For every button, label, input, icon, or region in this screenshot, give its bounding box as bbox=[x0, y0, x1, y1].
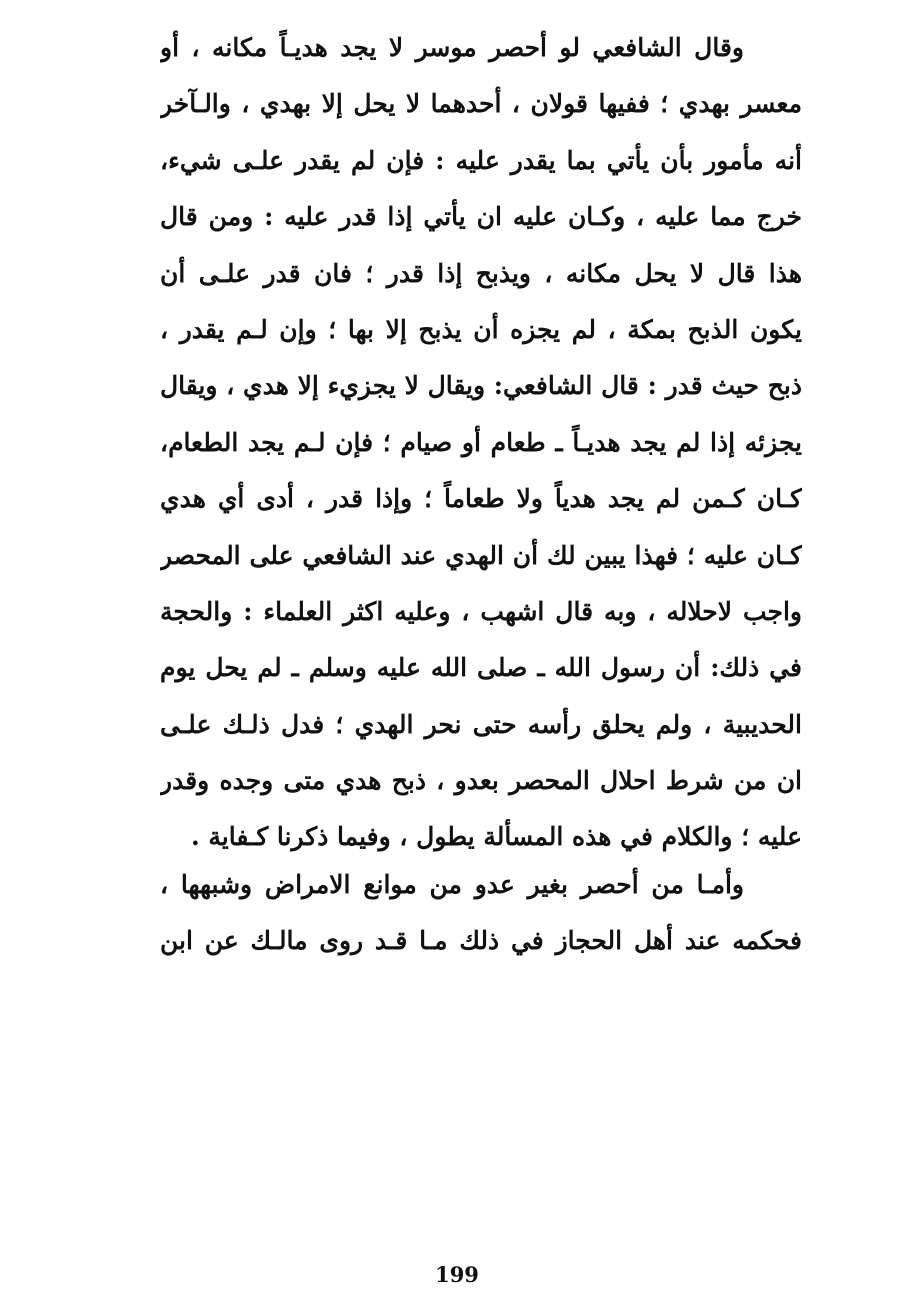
text-line: فحكمه عند أهل الحجاز في ذلك مـا قـد روى مالـك عن ابن bbox=[160, 926, 802, 956]
paragraph-2 bbox=[160, 857, 802, 970]
text-line: وأمـا من أحصر بغير عدو من موانع الامراض وشبهها ، bbox=[160, 870, 744, 899]
text-line: عليه ؛ والكلام في هذه المسألة يطول ، وفيما ذكرنا كـفاية . bbox=[190, 822, 802, 852]
text-line: ذبح حيث قدر : قال الشافعي: ويقال لا يجزيء إلا هدي ، ويقال bbox=[160, 371, 802, 401]
text-line: معسر بهدي ؛ ففيها قولان ، أحدهما لا يحل إلا بهدي ، والـآخر bbox=[160, 89, 802, 119]
text-line: كـان عليه ؛ فهذا يبين لك أن الهدي عند الشافعي على المحصر bbox=[160, 540, 802, 570]
text-line: أنه مأمور بأن يأتي بما يقدر عليه : فإن لم يقدر علـى شيء، bbox=[160, 145, 802, 175]
text-line: يجزئه إذا لم يجد هديـاً ـ طعام أو صيام ؛ فإن لـم يجد الطعام، bbox=[160, 427, 802, 457]
text-line: هذا قال لا يحل مكانه ، ويذبح إذا قدر ؛ فان قدر علـى أن bbox=[160, 258, 802, 288]
text-line: واجب لاحلاله ، وبه قال اشهب ، وعليه اكثر العلماء : والحجة bbox=[160, 596, 802, 626]
text-line: وقال الشافعي لو أحصر موسر لا يجد هديـاً مكانه ، أو bbox=[160, 33, 744, 62]
text-line: خرج مما عليه ، وكـان عليه ان يأتي إذا قدر عليه : ومن قال bbox=[160, 202, 802, 232]
text-line: كـان كـمن لم يجد هدياً ولا طعاماً ؛ وإذا قدر ، أدى أي هدي bbox=[160, 484, 802, 514]
page-number: 199 bbox=[435, 1262, 479, 1287]
text-line: الحديبية ، ولم يحلق رأسه حتى نحر الهدي ؛ فدل ذلـك علـى bbox=[160, 709, 802, 739]
text-line: في ذلك: أن رسول الله ـ صلى الله عليه وسلم ـ لم يحل يوم bbox=[160, 653, 802, 683]
paragraph-1 bbox=[160, 20, 802, 866]
text-line: يكون الذبح بمكة ، لم يجزه أن يذبح إلا بها ؛ وإن لـم يقدر ، bbox=[160, 314, 802, 344]
text-line: ان من شرط احلال المحصر بعدو ، ذبح هدي متى وجده وقدر bbox=[160, 766, 802, 796]
